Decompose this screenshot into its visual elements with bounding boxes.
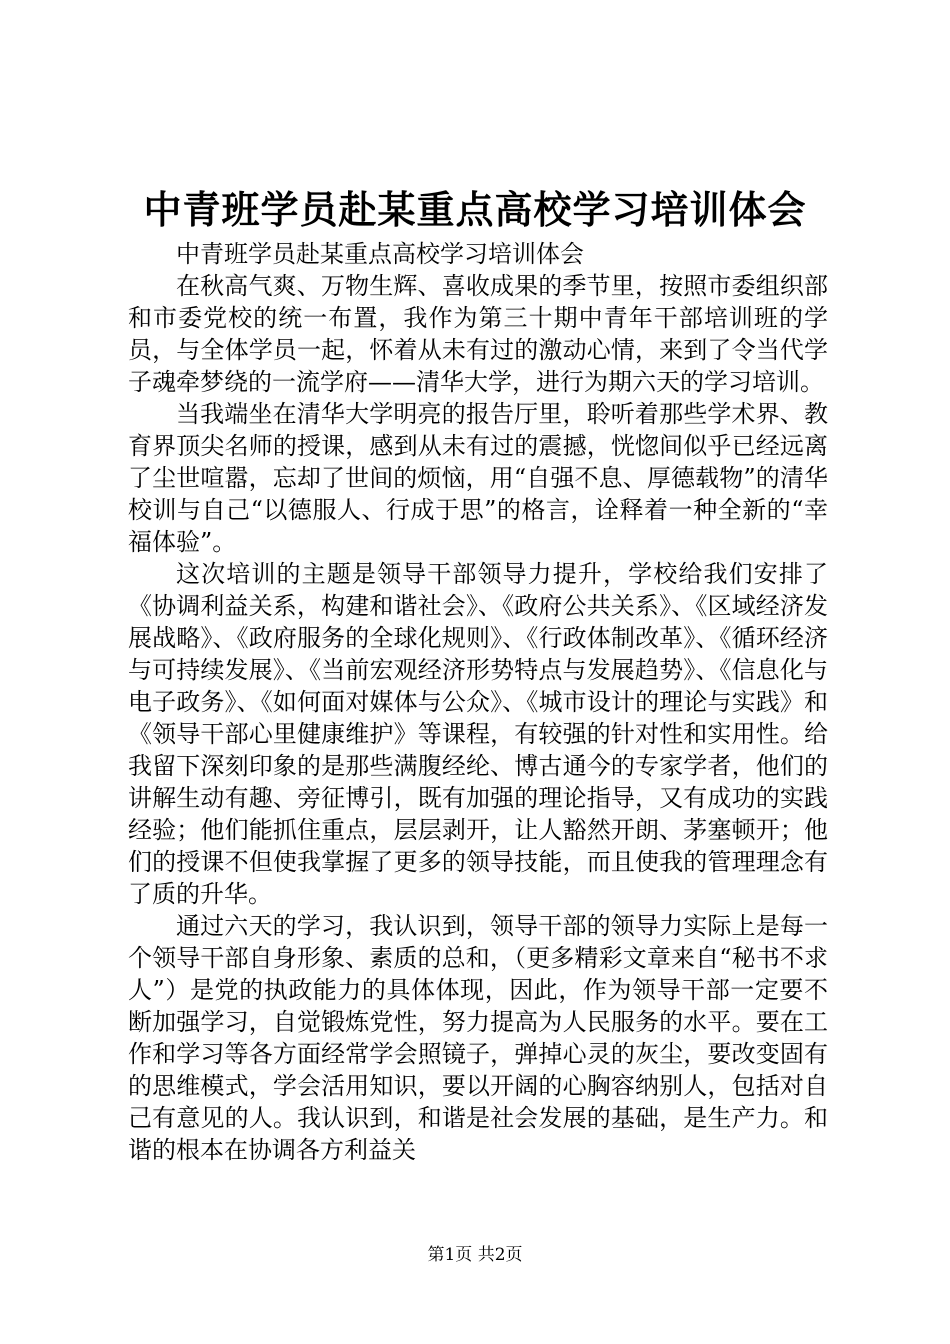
paragraph: 在秋高气爽、万物生辉、喜收成果的季节里，按照市委组织部和市委党校的统一布置，我作为第三十期中青年干部培训班的学员，与全体学员一起，怀着从未有过的激动心情，来到了令当代学子魂牵梦绕的一流学府——清华大学，进行为期六天的学习培训。 [128, 272, 828, 396]
paragraph: 通过六天的学习，我认识到，领导干部的领导力实际上是每一个领导干部自身形象、素质的总和，（更多精彩文章来自“秘书不求人”）是党的执政能力的具体体现，因此，作为领导干部一定要不断加强学习，自觉锻炼党性，努力提高为人民服务的水平。要在工作和学习等各方面经常学会照镜子，弹掉心灵的灰尘，要改变固有的思维模式，学会活用知识，要以开阔的心胸容纳别人，包括对自己有意见的人。我认识到，和谐是社会发展的基础，是生产力。和谐的根本在协调各方利益关 [128, 912, 828, 1164]
document-body [128, 238, 828, 1166]
page-number-footer: 第1页 共2页 [427, 1245, 523, 1265]
document-title: 中青班学员赴某重点高校学习培训体会 [143, 187, 807, 232]
paragraph: 这次培训的主题是领导干部领导力提升，学校给我们安排了《协调利益关系，构建和谐社会》、《政府公共关系》、《区域经济发展战略》、《政府服务的全球化规则》、《行政体制改革》、《循环经济与可持续发展》、《当前宏观经济形势特点与发展趋势》、《信息化与电子政务》、《如何面对媒体与公众》、《城市设计的理论与实践》和《领导干部心里健康维护》等课程，有较强的针对性和实用性。给我留下深刻印象的是那些满腹经纶、博古通今的专家学者，他们的讲解生动有趣、旁征博引，既有加强的理论指导，又有成功的实践经验；他们能抓住重点，层层剥开，让人豁然开朗、茅塞顿开；他们的授课不但使我掌握了更多的领导技能，而且使我的管理理念有了质的升华。 [128, 560, 828, 908]
paragraph-subtitle: 中青班学员赴某重点高校学习培训体会 [176, 240, 584, 268]
paragraph: 当我端坐在清华大学明亮的报告厅里，聆听着那些学术界、教育界顶尖名师的授课，感到从未有过的震撼，恍惚间似乎已经远离了尘世喧嚣，忘却了世间的烦恼，用“自强不息、厚德载物”的清华校训与自己“以德服人、行成于思”的格言，诠释着一种全新的“幸福体验”。 [128, 400, 828, 556]
